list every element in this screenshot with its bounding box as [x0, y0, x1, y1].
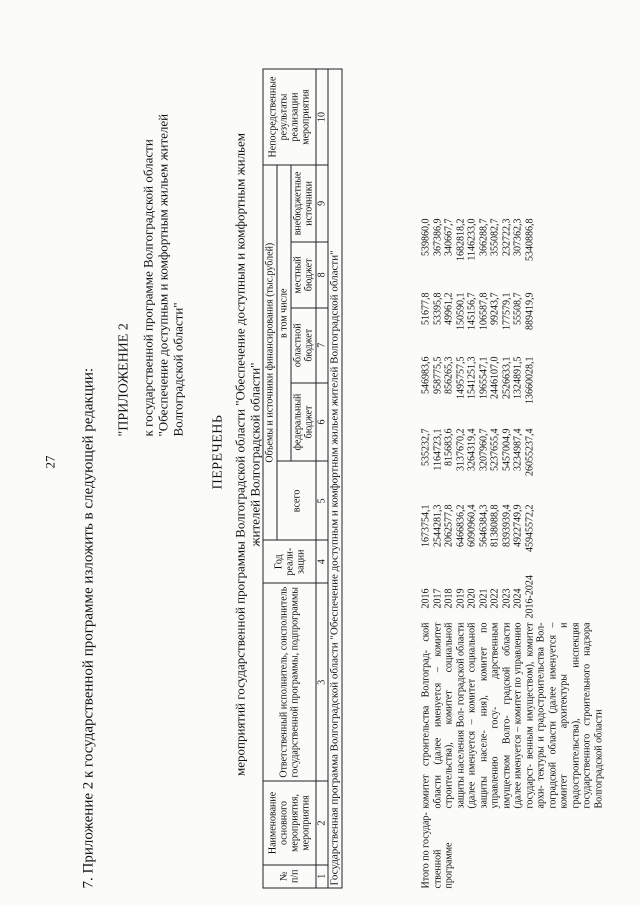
section-title: Государственная программа Волгоградской области "Обеспечение доступным и комфортным жильем жителей Волгоградской области": [328, 69, 342, 888]
offbudget-cell: 539860,0: [420, 218, 432, 256]
column-number: 1: [316, 865, 328, 888]
offbudget-cell: 5340886,8: [524, 218, 535, 261]
header-name: Наименование основного мероприятия, мероприятия: [263, 781, 316, 864]
local-cell: 55508,7: [512, 292, 524, 325]
offbudget-cell: 367386,9: [432, 218, 443, 256]
row-executor: комитет строительства Волгоград- ской области (далее именуется – комитет строительства), комитет социальной защиты населения Вол- гоградской области (далее именуется – комитет социальной защиты населе- ния), комитет по управлению госу- дарственным имуществом Волго- градской области (далее именуется – комитет по управлению государст- венным имуществом), комитет архи- тектуры и градостроительства Вол- гоградской области (далее именуется – комитет архитектуры и градостроительства), инспекция государственного строительного надзора Волгоградской области: [420, 622, 604, 809]
column-number: 9: [316, 165, 328, 242]
total-cell: 2062577,8: [443, 504, 455, 547]
offbudget-cell: 1682818,2: [455, 218, 466, 261]
year-cell: 2023: [501, 588, 512, 609]
federal-cell: 5457004,9: [501, 428, 512, 471]
local-cell: 145156,7: [466, 292, 478, 330]
federal-cell: 1164723,1: [432, 428, 443, 471]
local-cell: 99243,7: [489, 292, 501, 325]
appendix-label: "ПРИЛОЖЕНИЕ 2: [116, 323, 132, 437]
column-number: 5: [316, 461, 328, 540]
page-number: 27: [42, 455, 58, 469]
year-cell: 2016: [420, 588, 432, 609]
column-number: 3: [316, 583, 328, 781]
year-cell: 2019: [455, 588, 466, 609]
header-executor: Ответственный исполнитель, соисполнитель государственной программы, подпрограммы: [263, 583, 316, 781]
federal-cell: 3264319,4: [466, 428, 478, 471]
header-regional: областной бюджет: [291, 308, 316, 383]
total-cell: 4922749,9: [512, 504, 524, 547]
document-title: ПЕРЕЧЕНЬ: [210, 414, 226, 490]
offbudget-cell: 355082,7: [489, 218, 501, 256]
document-subtitle: мероприятий государственной программы Волгоградской области "Обеспечение доступным и комфортным жильем жителей Волгоградской области": [232, 133, 263, 776]
regional-cell: 958775,5: [432, 356, 443, 394]
measures-table: [263, 69, 343, 889]
column-number: 4: [316, 540, 328, 583]
federal-cell: 535232,7: [420, 428, 432, 466]
local-cell: 53395,8: [432, 292, 443, 325]
total-cell: 6466836,2: [455, 504, 466, 547]
federal-column: [421, 429, 536, 499]
regional-cell: 1495757,5: [455, 356, 466, 399]
year-cell: 2020: [466, 588, 478, 609]
local-cell: 150590,1: [455, 292, 466, 330]
year-cell: 2018: [443, 588, 455, 609]
total-cell: 45945572,2: [524, 504, 535, 552]
federal-cell: 3137670,2: [455, 428, 466, 471]
row-name: Итого по государ- ственной программе: [420, 812, 455, 889]
local-cell: 177579,1: [501, 292, 512, 330]
years-column: [420, 575, 536, 619]
regional-cell: 546983,6: [420, 356, 432, 394]
year-cell: 2021: [478, 588, 489, 609]
local-cell: 51677,8: [420, 292, 432, 325]
total-cell: 8138088,8: [489, 504, 501, 547]
header-year: Год реали- зации: [263, 540, 316, 583]
header-num: № п/п: [263, 865, 316, 888]
year-cell: 2016-2024: [524, 575, 535, 619]
local-cell: 49961,2: [443, 292, 455, 325]
regional-cell: 1324891,5: [512, 356, 524, 399]
header-total: всего: [277, 461, 316, 540]
offbudget-cell: 366288,7: [478, 218, 489, 256]
local-column: [421, 293, 536, 353]
regional-cell: 1965547,1: [478, 356, 489, 399]
appendix-text: к государственной программе Волгоградской области "Обеспечение доступным и комфортным жильем жителей Волгоградской области": [140, 113, 186, 437]
column-number: 7: [316, 308, 328, 383]
year-cell: 2022: [489, 588, 501, 609]
header-offbudget: внебюджетные источники: [291, 165, 316, 242]
year-cell: 2017: [432, 588, 443, 609]
intro-paragraph: 7. Приложение 2 к государственной программе изложить в следующей редакции:: [80, 367, 97, 889]
regional-cell: 13660028,1: [524, 356, 535, 404]
column-number: 2: [316, 781, 328, 864]
header-funding: Объемы и источники финансирования (тыс.рублей): [263, 165, 277, 540]
column-number: 6: [316, 383, 328, 462]
total-cell: 6090960,4: [466, 504, 478, 547]
local-cell: 889419,9: [524, 292, 535, 330]
federal-cell: 5237655,4: [489, 428, 501, 471]
column-number: 8: [316, 242, 328, 308]
total-cell: 5646384,3: [478, 504, 489, 547]
total-cell: 2544281,3: [432, 504, 443, 547]
federal-cell: 26055237,4: [524, 428, 535, 476]
header-including: в том числе: [277, 165, 291, 461]
federal-cell: 815683,6: [443, 428, 455, 466]
federal-cell: 3207960,7: [478, 428, 489, 471]
regional-cell: 2526633,1: [501, 356, 512, 399]
local-cell: 106587,8: [478, 292, 489, 330]
header-local: местный бюджет: [291, 242, 316, 308]
header-results: Непосредственные результаты реализации мероприятия: [263, 69, 316, 165]
header-federal: федеральный бюджет: [291, 383, 316, 462]
column-number: 10: [316, 69, 328, 165]
regional-cell: 2446107,0: [489, 356, 501, 399]
regional-cell: 1541251,3: [466, 356, 478, 399]
regional-cell: 856265,3: [443, 356, 455, 394]
total-cell: 1673754,1: [420, 504, 432, 547]
total-cell: 8393939,4: [501, 504, 512, 547]
offbudget-cell: 1146233,0: [466, 218, 478, 261]
rotated-document-page: [1, 0, 640, 905]
offbudget-cell: 307362,3: [512, 218, 524, 256]
offbudget-column: [421, 219, 536, 289]
offbudget-cell: 232722,3: [501, 218, 512, 256]
year-cell: 2024: [512, 588, 524, 609]
regional-column: [421, 357, 536, 425]
federal-cell: 3234987,4: [512, 428, 524, 471]
total-column: [421, 505, 536, 577]
offbudget-cell: 340667,7: [443, 218, 455, 256]
